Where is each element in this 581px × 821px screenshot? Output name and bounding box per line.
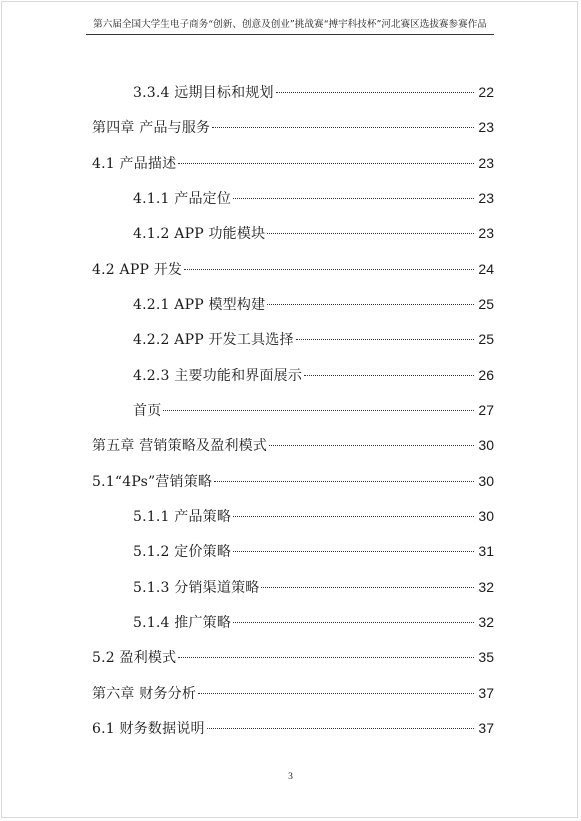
toc-leader — [267, 233, 474, 234]
toc-entry-label: 4.2.1 APP 模型构建 — [133, 297, 266, 313]
toc-entry-label: 5.2 盈利模式 — [92, 650, 177, 666]
toc-entry-label: 6.1 财务数据说明 — [92, 721, 205, 737]
toc-entry-label: 4.1.2 APP 功能模块 — [133, 226, 266, 242]
toc-page-number: 25 — [478, 296, 494, 312]
toc-entry[interactable] — [133, 577, 494, 597]
toc-leader — [276, 92, 474, 93]
toc-leader — [184, 269, 474, 270]
toc-leader — [233, 516, 474, 517]
toc-page-number: 30 — [478, 508, 494, 524]
toc-entry[interactable] — [92, 259, 494, 279]
toc-entry-label: 5.1.1 产品策略 — [133, 509, 232, 525]
toc-entry[interactable] — [133, 612, 494, 632]
toc-page-number: 23 — [478, 155, 494, 171]
toc-page-number: 23 — [478, 190, 494, 206]
toc-entry-label: 第五章 营销策略及盈利模式 — [92, 438, 268, 454]
toc-entry-label: 第四章 产品与服务 — [92, 120, 211, 136]
toc-page-number: 25 — [478, 331, 494, 347]
toc-entry-label: 5.1.2 定价策略 — [133, 544, 232, 560]
toc-leader — [296, 339, 474, 340]
toc-entry-label: 5.1“4Ps”营销策略 — [92, 474, 213, 490]
toc-entry[interactable] — [92, 153, 494, 173]
toc-entry[interactable] — [133, 506, 494, 526]
toc-leader — [233, 551, 474, 552]
toc-leader — [178, 163, 474, 164]
toc-leader — [214, 481, 474, 482]
toc-entry-label: 4.2 APP 开发 — [92, 262, 183, 278]
toc-page-number: 32 — [478, 614, 494, 630]
toc-entry[interactable] — [133, 223, 494, 243]
toc-page-number: 31 — [478, 543, 494, 559]
toc-entry[interactable] — [92, 117, 494, 137]
toc-entry[interactable] — [133, 329, 494, 349]
toc-page-number: 23 — [478, 119, 494, 135]
toc-entry[interactable] — [92, 435, 494, 455]
toc-leader — [178, 657, 474, 658]
toc-page-number: 22 — [478, 84, 494, 100]
toc-leader — [233, 198, 474, 199]
toc-leader — [207, 728, 474, 729]
toc-leader — [198, 693, 474, 694]
toc-page-number: 37 — [478, 720, 494, 736]
toc-leader — [269, 445, 474, 446]
toc-page-number: 30 — [478, 473, 494, 489]
toc-entry[interactable] — [133, 400, 494, 420]
toc-entry-label: 4.1 产品描述 — [92, 156, 177, 172]
toc-leader — [233, 622, 474, 623]
toc-entry[interactable] — [92, 647, 494, 667]
toc-entry-label: 4.1.1 产品定位 — [133, 191, 232, 207]
toc-page-number: 23 — [478, 225, 494, 241]
toc-page-number: 32 — [478, 579, 494, 595]
toc-entry-label: 5.1.3 分销渠道策略 — [133, 580, 260, 596]
toc-entry[interactable] — [133, 365, 494, 385]
toc-leader — [212, 127, 474, 128]
toc-entry[interactable] — [92, 683, 494, 703]
toc-entry-label: 4.2.2 APP 开发工具选择 — [133, 332, 294, 348]
toc-entry-label: 5.1.4 推广策略 — [133, 615, 232, 631]
toc-entry-label: 首页 — [133, 403, 162, 419]
toc-leader — [304, 375, 474, 376]
toc-page-number: 30 — [478, 437, 494, 453]
toc-entry-label: 3.3.4 远期目标和规划 — [133, 85, 274, 101]
toc-entry[interactable] — [133, 294, 494, 314]
toc-entry-label: 第六章 财务分析 — [92, 686, 197, 702]
toc-leader — [163, 410, 474, 411]
toc-entry[interactable] — [133, 541, 494, 561]
page-number: 3 — [288, 772, 293, 782]
toc-entry[interactable] — [133, 188, 494, 208]
toc-page-number: 24 — [478, 261, 494, 277]
toc-page-number: 37 — [478, 685, 494, 701]
toc-page-number: 27 — [478, 402, 494, 418]
toc-page-number: 26 — [478, 367, 494, 383]
toc-leader — [267, 304, 474, 305]
page-header: 第六届全国大学生电子商务“创新、创意及创业”挑战赛“搏宇科技杯”河北赛区选拔赛参赛作品 — [86, 15, 494, 35]
toc-leader — [261, 587, 474, 588]
toc-entry-label: 4.2.3 主要功能和界面展示 — [133, 368, 303, 384]
toc-entry[interactable] — [133, 82, 494, 102]
toc-entry[interactable] — [92, 718, 494, 738]
toc-page-number: 35 — [478, 649, 494, 665]
toc-entry[interactable] — [92, 471, 494, 491]
